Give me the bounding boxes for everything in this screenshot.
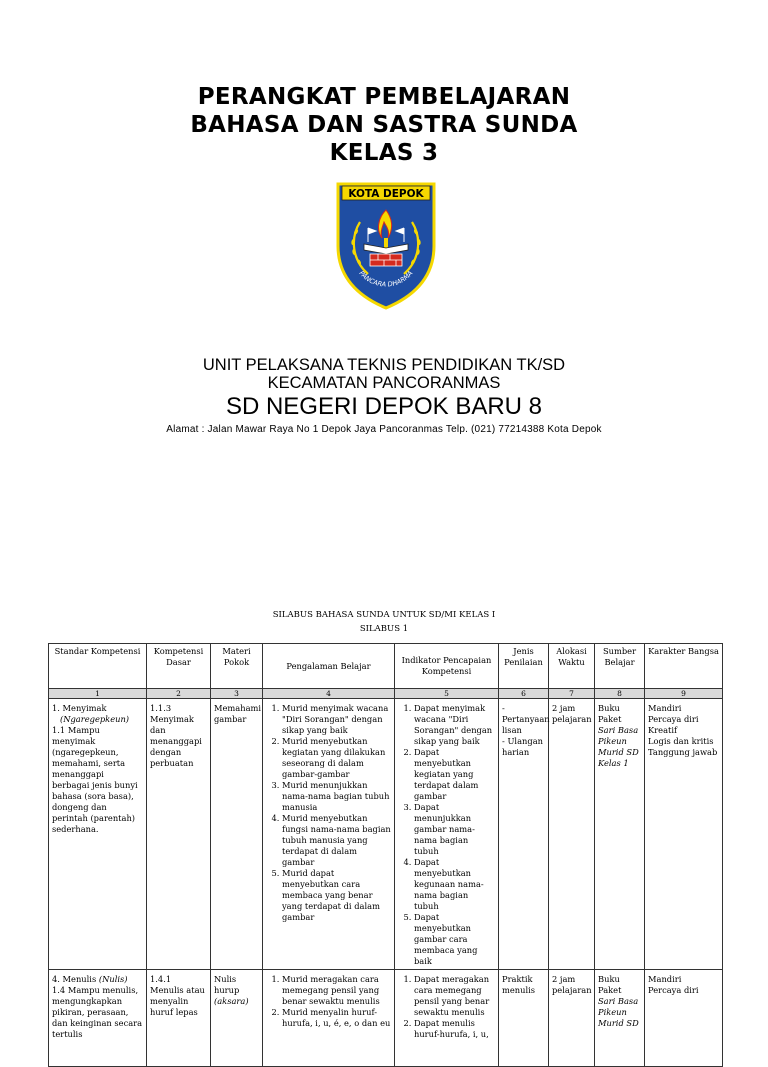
syllabus-table	[48, 643, 723, 1067]
list-item: 5. Dapat menyebutkan gambar cara membaca yang baik	[414, 912, 495, 967]
indikator-list	[398, 974, 495, 1040]
jenis-penilaian-cell	[499, 699, 549, 970]
sumber-belajar-cell	[595, 699, 645, 970]
list-item: 2. Dapat menulis huruf-hurufa, i, u,	[414, 1018, 495, 1040]
school-header	[0, 356, 768, 437]
alokasi-waktu-cell: 2 jam pelajaran	[549, 970, 595, 1067]
karakter-bangsa-cell	[645, 970, 723, 1067]
header-kompetensi-dasar: Kompetensi Dasar	[147, 644, 211, 689]
sk-text: 1.1 Mampu menyimak (ngaregepkeun, memahami, serta menanggapi berbagai jenis bunyi bahasa (sora basa), dongeng dan perintah (parentah) sederhana.	[52, 725, 138, 834]
table-row	[49, 970, 723, 1067]
table-header-row	[49, 644, 723, 689]
school-address: Alamat : Jalan Mawar Raya No 1 Depok Jaya Pancoranmas Telp. (021) 77214388 Kota Depok	[166, 424, 602, 435]
standar-kompetensi-cell	[49, 970, 147, 1067]
indikator-cell	[395, 699, 499, 970]
sumber-italic: Sari Basa Pikeun Murid SD	[598, 996, 639, 1028]
header-alokasi-waktu: Alokasi Waktu	[549, 644, 595, 689]
karakter-item: Kreatif	[648, 725, 678, 735]
sumber-belajar-cell	[595, 970, 645, 1067]
column-number: 8	[595, 689, 645, 699]
title-line-1: PERANGKAT PEMBELAJARAN	[197, 84, 571, 110]
table-row	[49, 699, 723, 970]
materi-pokok-cell: Memahami gambar	[211, 699, 263, 970]
list-item: 1. Dapat meragakan cara memegang pensil yang benar sewaktu menulis	[414, 974, 495, 1018]
standar-kompetensi-cell	[49, 699, 147, 970]
document-title	[0, 83, 768, 167]
list-item: 3. Dapat menunjukkan gambar nama-nama bagian tubuh	[414, 802, 495, 857]
sumber-italic: Sari Basa Pikeun Murid SD Kelas 1	[598, 725, 639, 768]
pengalaman-list	[266, 974, 391, 1029]
title-line-2: BAHASA DAN SASTRA SUNDA	[190, 112, 578, 138]
column-number: 1	[49, 689, 147, 699]
materi-pokok-cell	[211, 970, 263, 1067]
column-number: 6	[499, 689, 549, 699]
syllabus-subtitle: SILABUS 1	[359, 624, 409, 634]
list-item: 1. Dapat menyimak wacana "Diri Sorangan" dengan sikap yang baik	[414, 703, 495, 747]
list-item: 1. Murid meragakan cara memegang pensil yang benar sewaktu menulis	[282, 974, 391, 1007]
header-sumber-belajar: Sumber Belajar	[595, 644, 645, 689]
list-item: 3. Murid menunjukkan nama-nama bagian tubuh manusia	[282, 780, 391, 813]
kota-depok-emblem	[334, 182, 438, 310]
pengalaman-list	[266, 703, 391, 923]
sumber-plain: Buku Paket	[598, 703, 622, 724]
indikator-cell	[395, 970, 499, 1067]
karakter-item: Mandiri	[648, 703, 682, 713]
header-jenis-penilaian: Jenis Penilaian	[499, 644, 549, 689]
title-line-3: KELAS 3	[329, 140, 439, 166]
sk-heading: 1. Menyimak	[52, 703, 107, 713]
header-pengalaman-belajar: Pengalaman Belajar	[263, 644, 395, 689]
header-indikator: Indikator Pencapaian Kompetensi	[395, 644, 499, 689]
pengalaman-belajar-cell	[263, 970, 395, 1067]
header-standar-kompetensi: Standar Kompetensi	[49, 644, 147, 689]
karakter-item: Mandiri	[648, 974, 682, 984]
column-number: 2	[147, 689, 211, 699]
penilaian-item: - Ulangan harian	[502, 736, 543, 757]
karakter-item: Percaya diri	[648, 714, 699, 724]
list-item: 2. Murid menyebutkan kegiatan yang dilakukan seseorang di dalam gambar-gambar	[282, 736, 391, 780]
logo-top-text: KOTA DEPOK	[348, 188, 424, 200]
sk-heading-sub: (Nulis)	[98, 974, 128, 984]
sk-heading-sub: (Ngaregepkeun)	[60, 714, 130, 724]
column-number: 5	[395, 689, 499, 699]
karakter-item: Tanggung jawab	[648, 747, 718, 757]
sk-text: 1.4 Mampu menulis, mengungkapkan pikiran, perasaan, dan keinginan secara tertulis	[52, 985, 143, 1039]
header-karakter-bangsa: Karakter Bangsa	[645, 644, 723, 689]
materi-plain: Nulis hurup	[214, 974, 240, 995]
column-number: 7	[549, 689, 595, 699]
sk-heading: 4. Menulis	[52, 974, 97, 984]
pengalaman-belajar-cell	[263, 699, 395, 970]
unit-name: UNIT PELAKSANA TEKNIS PENDIDIKAN TK/SD	[202, 356, 566, 374]
kompetensi-dasar-cell: 1.4.1 Menulis atau menyalin huruf lepas	[147, 970, 211, 1067]
school-name: SD NEGERI DEPOK BARU 8	[225, 393, 543, 420]
indikator-list	[398, 703, 495, 967]
karakter-item: Percaya diri	[648, 985, 699, 995]
sumber-plain: Buku Paket	[598, 974, 622, 995]
alokasi-waktu-cell: 2 jam pelajaran	[549, 699, 595, 970]
list-item: 2. Murid menyalin huruf-hurufa, i, u, é, e, o dan eu	[282, 1007, 391, 1029]
syllabus-title-line: SILABUS BAHASA SUNDA UNTUK SD/MI KELAS I	[272, 610, 496, 620]
list-item: 4. Murid menyebutkan fungsi nama-nama bagian tubuh manusia yang terdapat di dalam gambar	[282, 813, 391, 868]
materi-italic: (aksara)	[214, 996, 249, 1006]
list-item: 5. Murid dapat menyebutkan cara membaca yang benar yang terdapat di dalam gambar	[282, 868, 391, 923]
list-item: 4. Dapat menyebutkan kegunaan nama-nama bagian tubuh	[414, 857, 495, 912]
logo-motto: PANCARA DHARMA	[357, 269, 415, 289]
penilaian-item: - Pertanyaan lisan	[502, 703, 550, 735]
jenis-penilaian-cell: Praktik menulis	[499, 970, 549, 1067]
syllabus-title	[0, 608, 768, 636]
karakter-bangsa-cell	[645, 699, 723, 970]
list-item: 2. Dapat menyebutkan kegiatan yang terdapat dalam gambar	[414, 747, 495, 802]
kecamatan-name: KECAMATAN PANCORANMAS	[267, 374, 501, 392]
column-number-row	[49, 689, 723, 699]
header-materi-pokok: Materi Pokok	[211, 644, 263, 689]
kompetensi-dasar-cell: 1.1.3 Menyimak dan menanggapi dengan perbuatan	[147, 699, 211, 970]
column-number: 3	[211, 689, 263, 699]
column-number: 9	[645, 689, 723, 699]
karakter-item: Logis dan kritis	[648, 736, 714, 746]
list-item: 1. Murid menyimak wacana "Diri Sorangan" dengan sikap yang baik	[282, 703, 391, 736]
column-number: 4	[263, 689, 395, 699]
